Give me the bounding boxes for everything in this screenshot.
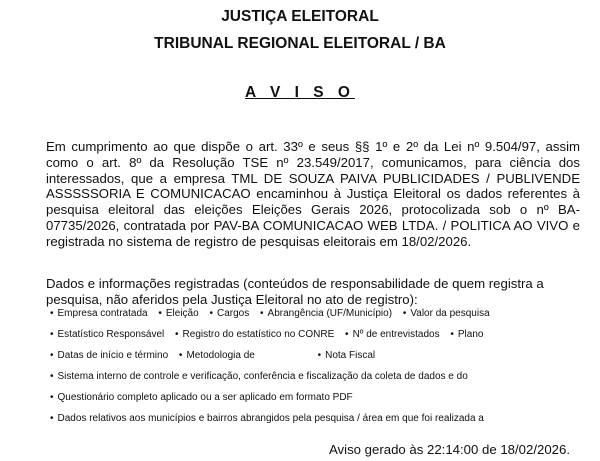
court-title: JUSTIÇA ELEITORAL	[221, 8, 379, 25]
list-item: • Metodologia de	[178, 350, 255, 361]
bullet-icon: •	[50, 308, 54, 319]
bullet-icon: •	[450, 329, 454, 340]
bullet-row	[50, 371, 590, 392]
data-items-list	[50, 308, 590, 434]
list-item: • Valor da pesquisa	[402, 308, 490, 319]
bullet-icon: •	[175, 329, 179, 340]
bullet-icon: •	[209, 308, 213, 319]
bullet-row	[50, 413, 590, 434]
bullet-icon: •	[50, 392, 54, 403]
bullet-icon: •	[345, 329, 349, 340]
bullet-icon: •	[50, 350, 54, 361]
bullet-icon: •	[50, 329, 54, 340]
bullet-icon: •	[178, 350, 183, 361]
bullet-row	[50, 329, 590, 350]
list-item: • Eleição	[158, 308, 199, 319]
data-intro: Dados e informações registradas (conteúdos de responsabilidade de quem registra a pesquisa, não aferidos pela Justiça Eleitoral no ato de registro):	[46, 276, 544, 307]
bullet-icon: •	[260, 308, 264, 319]
list-item: • Abrangência (UF/Município)	[260, 308, 393, 319]
notice-paragraph: Em cumprimento ao que dispõe o art. 33º e seus §§ 1º e 2º da Lei nº 9.504/97, assim como o art. 8º da Resolução TSE nº 23.549/2017, comunicamos, para ciência dos interessados, que a empresa TML DE SOUZA PAIVA PUBLICIDADES / PUBLIVENDE ASSSSSORIA E COMUNICACAO encaminhou à Justiça Eleitoral os dados referentes à pesquisa eleitoral das eleições Eleições Gerais 2026, protocolizada sob o nº BA-07735/2026, contratada por PAV-BA COMUNICACAO WEB LTDA. / POLITICA AO VIVO e registrada no sistema de registro de pesquisas eleitorais em 18/02/2026.	[46, 139, 580, 249]
list-item: • Datas de início e término	[50, 350, 169, 361]
list-item: • Estatístico Responsável	[50, 329, 165, 340]
list-item: • Sistema interno de controle e verificação, conferência e fiscalização da coleta de dados e do	[50, 371, 468, 382]
list-item: • Plano	[450, 329, 484, 340]
list-item: • Questionário completo aplicado ou a ser aplicado em formato PDF	[50, 392, 353, 403]
bullet-icon: •	[50, 371, 54, 382]
bullet-icon: •	[158, 308, 162, 319]
list-item: • Dados relativos aos municípios e bairros abrangidos pela pesquisa / área em que foi realizada a	[50, 413, 484, 424]
bullet-row	[50, 350, 590, 371]
bullet-icon: •	[402, 308, 407, 319]
notice-heading: A V I S O	[245, 84, 355, 101]
list-item: • Nota Fiscal	[317, 350, 376, 361]
bullet-row	[50, 392, 590, 413]
generated-timestamp: Aviso gerado às 22:14:00 de 18/02/2026.	[329, 442, 570, 457]
bullet-row	[50, 308, 590, 329]
list-item: • Empresa contratada	[50, 308, 148, 319]
bullet-icon: •	[50, 413, 54, 424]
bullet-icon: •	[317, 350, 322, 361]
list-item: • Registro do estatístico no CONRE	[175, 329, 335, 340]
list-item: • Cargos	[209, 308, 250, 319]
list-item: • Nº de entrevistados	[345, 329, 440, 340]
tribunal-title: TRIBUNAL REGIONAL ELEITORAL / BA	[154, 35, 446, 52]
